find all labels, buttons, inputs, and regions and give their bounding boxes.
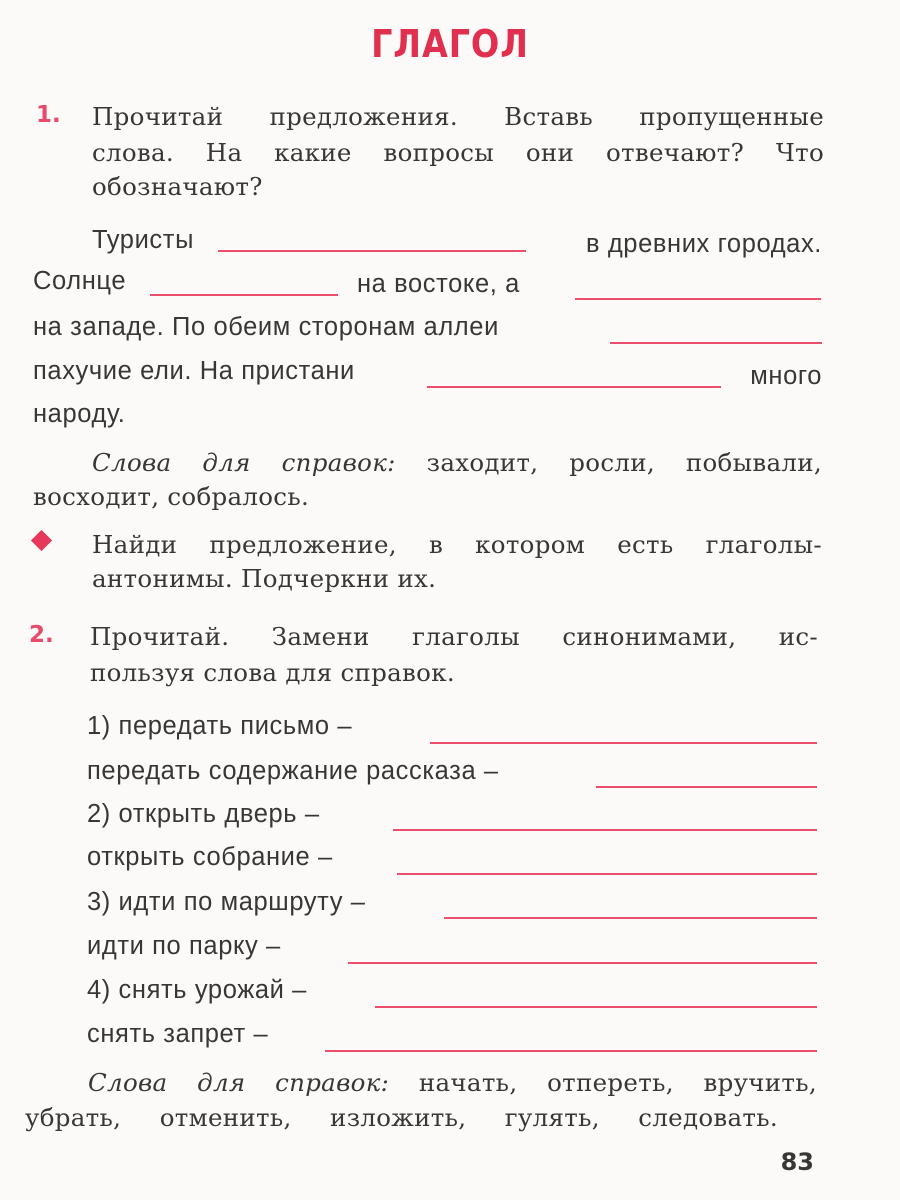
synonym-item-7: 4) снять урожай – <box>87 976 307 1004</box>
hint-1-words-2: восходит, собралось. <box>33 482 310 511</box>
hint-1-label: Слова для справок: <box>92 448 396 477</box>
synonym-blank-4[interactable] <box>397 873 817 875</box>
sentence-2-middle: на востоке, а <box>357 270 520 298</box>
exercise-1-number: 1. <box>36 102 61 128</box>
exercise-1-instruction-line-3: обозначают? <box>92 172 263 201</box>
synonym-item-6: идти по парку – <box>87 932 281 960</box>
synonym-blank-8[interactable] <box>325 1050 817 1052</box>
synonym-item-3: 2) открыть дверь – <box>87 800 320 828</box>
synonym-blank-2[interactable] <box>596 786 817 788</box>
exercise-1-instruction-line-2: слова. На какие вопросы они отвечают? Что <box>92 138 824 167</box>
diamond-bullet-icon <box>31 530 52 551</box>
sentence-5: народу. <box>33 400 126 428</box>
sentence-4-start: пахучие ели. На пристани <box>33 357 355 385</box>
synonym-blank-7[interactable] <box>375 1006 817 1008</box>
answer-blank-1[interactable] <box>218 250 526 252</box>
sentence-1-start: Туристы <box>92 226 194 254</box>
exercise-2-instruction-line-2: пользуя слова для справок. <box>90 658 455 687</box>
answer-blank-3[interactable] <box>575 298 821 300</box>
synonym-item-2: передать содержание рассказа – <box>87 757 499 785</box>
exercise-2-instruction-line-1: Прочитай. Замени глаголы синонимами, ис- <box>90 622 818 651</box>
synonym-blank-3[interactable] <box>393 829 817 831</box>
synonym-item-1: 1) передать письмо – <box>87 712 353 740</box>
hint-1-words-1: заходит, росли, побывали, <box>426 448 822 477</box>
page-number: 83 <box>780 1148 814 1176</box>
synonym-blank-6[interactable] <box>348 962 817 964</box>
answer-blank-5[interactable] <box>427 386 721 388</box>
sentence-4-end: много <box>750 362 822 390</box>
exercise-1-instruction-line-1: Прочитай предложения. Вставь пропущенные <box>92 102 824 131</box>
hint-2-words-1: начать, отпереть, вручить, <box>418 1068 817 1097</box>
hint-2-line-1 <box>88 1068 817 1097</box>
synonym-item-4: открыть собрание – <box>87 843 333 871</box>
answer-blank-4[interactable] <box>610 342 822 344</box>
synonym-item-8: снять запрет – <box>87 1020 269 1048</box>
sentence-2-start: Солнце <box>33 267 127 295</box>
hint-2-label: Слова для справок: <box>88 1068 390 1097</box>
sentence-1-end: в древних городах. <box>585 230 822 258</box>
synonym-blank-1[interactable] <box>430 742 817 744</box>
extra-task-line-1: Найди предложение, в котором есть глаголы- <box>92 530 822 559</box>
sentence-3: на западе. По обеим сторонам аллеи <box>33 313 499 341</box>
hint-2-words-2: убрать, отменить, изложить, гулять, следовать. <box>25 1103 778 1132</box>
synonym-blank-5[interactable] <box>444 917 817 919</box>
synonym-item-5: 3) идти по маршруту – <box>87 888 366 916</box>
answer-blank-2[interactable] <box>150 294 338 296</box>
extra-task-line-2: антонимы. Подчеркни их. <box>92 564 437 593</box>
page-title: ГЛАГОЛ <box>371 22 529 66</box>
exercise-2-number: 2. <box>29 622 54 648</box>
hint-1-line-1 <box>92 448 822 477</box>
